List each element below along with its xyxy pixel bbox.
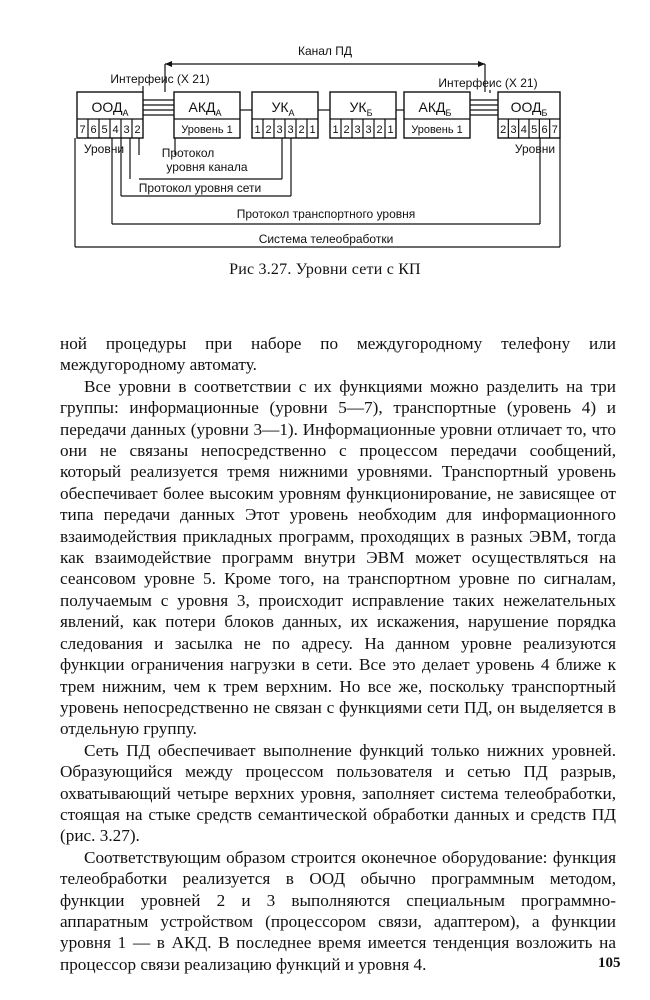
system-teleprocessing-label: Система телеобработки [258,232,394,246]
level-cell: 3 [123,124,130,136]
akd-b-label: $АКД_Б$ [418,99,452,118]
paragraph-3: Сеть ПД обеспечивает выполнение функций только нижних уровней. Образующийся между процессом пользователя и сетью ПД разрыв, охватывающий четыре верхних уровня, заполняет система телеобработки, стоящая на стыке средств семантической обработки данных и средств ПД (рис. 3.27). [60,740,616,846]
levels-left-label: Уровни [83,142,125,156]
level-cell: 2 [134,124,141,136]
uk-b-label: $УК_Б$ [349,99,373,118]
ood-a-label: $ООД_А$ [91,99,129,118]
interface-left-lines [143,100,174,115]
protocol-channel-label-2: уровня канала [166,160,248,174]
interface-right-lines [470,100,498,115]
channel-label: Канал ПД [297,44,353,58]
page-number: 105 [598,955,621,971]
levels-right-label: Уровни [514,142,556,156]
level-cell: 3 [287,124,294,136]
level-cell: 7 [79,124,86,136]
network-levels-figure [0,0,650,300]
ood-b-cells [500,119,558,138]
level-cell: 1 [332,124,339,136]
interface-right-label: Интерфеис (Х 21) [438,76,538,90]
level-cell: 2 [500,124,507,136]
protocol-network-label: Протокол уровня сети [138,181,262,195]
akd-b-level: Уровень 1 [411,124,463,136]
interface-left-label: Интерфеис (Х 21) [110,72,210,86]
level-cell: 6 [90,124,97,136]
level-cell: 4 [112,124,119,136]
uk-a-label: $УК_А$ [271,99,295,118]
arrow-left [165,61,172,67]
body-text [60,333,616,975]
akd-a-label: $АКД_А$ [188,99,222,118]
paragraph-2: Все уровни в соответствии с их функциями можно разделить на три группы: информационные (уровни 5—7), транспортные (уровень 4) и передачи данных (уровни 3—1). Информационные уровни отличает то, что они не связаны непосредственно с процессом передачи сообщений, который реализуется тремя нижними уровнями. Транспортный уровень обеспечивает более высоким уровням функционирование, не зависящее от типа передачи данных Этот уровень необходим для информационного взаимодействия прикладных программ, проходящих в разных ЭВМ, тогда как взаимодействие программ внутри ЭВМ может осуществляться на сеансовом уровне 5. Кроме того, на транспортном уровне по сигналам, получаемым с уровня 3, происходит исправление таких нежелательных явлений, как потери блоков данных, их искажения, нарушение порядка следования и засылка не по адресу. На данном уровне реализуются функции ограничения нагрузки в сети. Все это делает уровень 4 ближе к трем нижним, чем к трем верхним. Но все же, поскольку транспортный уровень непосредственно не связан с функциями сети ПД, он выделяется в отдельную группу. [60,376,616,739]
level-cell: 2 [376,124,383,136]
diagram-svg [0,0,650,260]
level-cell: 1 [387,124,394,136]
level-cell: 5 [531,124,538,136]
level-cell: 7 [551,124,558,136]
level-cell: 3 [276,124,283,136]
level-cell: 3 [510,124,517,136]
level-cell: 3 [365,124,372,136]
level-cell: 3 [354,124,361,136]
level-cell: 1 [309,124,316,136]
paragraph-1: ной процедуры при наборе по междугородному телефону или междугородному автомату. [60,334,616,375]
level-cell: 1 [254,124,261,136]
level-cell: 4 [520,124,527,136]
protocol-transport-label: Протокол транспортного уровня [236,207,416,221]
ood-b-label: $ООД_Б$ [510,99,548,118]
arrow-right [478,61,485,67]
level-cell: 2 [343,124,350,136]
protocol-channel-label-1: Протокол [161,146,215,160]
level-cell: 2 [298,124,305,136]
level-cell: 6 [541,124,548,136]
level-cell: 2 [265,124,272,136]
level-cell: 5 [101,124,108,136]
akd-a-level: Уровень 1 [181,124,233,136]
figure-caption: Рис 3.27. Уровни сети с КП [229,261,421,278]
paragraph-4: Соответствующим образом строится оконечное оборудование: функция телеобработки реализуется в ООД обычно программным методом, функции уровней 2 и 3 выполняются специальным программно-аппаратным устройством (процессором связи, адаптером), а функции уровня 1 — в АКД. В последнее время имеется тенденция возложить на процессор связи реализацию функций и уровня 4. [60,847,616,974]
